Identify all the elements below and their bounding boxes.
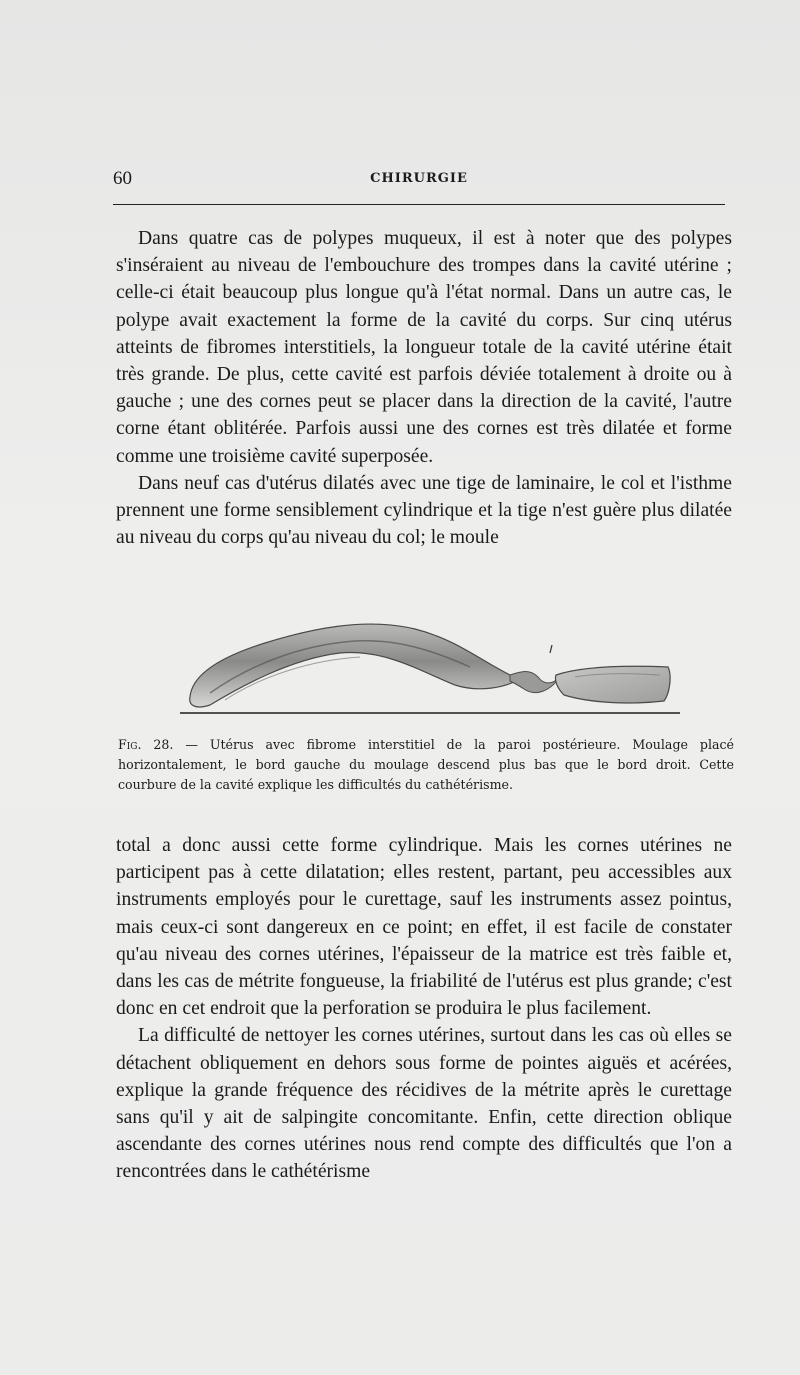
- uterus-cast-cervix: [555, 666, 670, 703]
- figure-caption-text: — Utérus avec fibrome interstitiel de la paroi postérieure. Moulage placé horizontalement, le bord gauche du moulage descend plus bas que le bord droit. Cette courbure de la cavité explique les difficultés du cathétérisme.: [118, 737, 734, 792]
- uterus-cast-neck: [510, 672, 560, 693]
- uterus-cast-body: [190, 624, 518, 707]
- figure-28-illustration: [180, 605, 680, 720]
- page-header: [113, 168, 725, 198]
- text-block-bottom: [116, 832, 732, 1186]
- page-number: 60: [113, 168, 132, 189]
- running-title: CHIRURGIE: [370, 171, 468, 186]
- paragraph: total a donc aussi cette forme cylindrique. Mais les cornes utérines ne participent pas à cette dilatation; elles restent, partant, peu accessibles aux instruments employés pour le curettage, sauf les instruments assez pointus, mais ceux-ci sont dangereux en ce point; en effet, il est facile de constater qu'au niveau des cornes utérines, l'épaisseur de la matrice est très faible et, dans les cas de métrite fongueuse, la friabilité de l'utérus est plus grande; c'est donc en cet endroit que la perforation se produira le plus facilement.: [116, 835, 732, 1020]
- paragraph: Dans neuf cas d'utérus dilatés avec une tige de laminaire, le col et l'isthme prennent une forme sensiblement cylindrique et la tige n'est guère plus dilatée au niveau du corps qu'au niveau du col; le moule: [116, 472, 732, 549]
- paragraph: La difficulté de nettoyer les cornes utérines, surtout dans les cas où elles se détachent obliquement en dehors sous forme de pointes aiguës et acérées, explique la grande fréquence des récidives de la métrite après le curettage sans qu'il y ait de salpingite concomitante. Enfin, cette direction oblique ascendante des cornes utérines nous rend compte des difficultés que l'on a rencontrées dans le cathétérisme: [116, 1025, 732, 1183]
- figure-caption: [118, 735, 734, 795]
- text-block-top: [116, 225, 732, 551]
- figure-label: Fig. 28.: [118, 737, 174, 752]
- paragraph: Dans quatre cas de polypes muqueux, il est à noter que des polypes s'inséraient au niveau de l'embouchure des trompes dans la cavité utérine ; celle-ci était beaucoup plus longue qu'à l'état normal. Dans un autre cas, le polype avait exactement la forme de la cavité du corps. Sur cinq utérus atteints de fibromes interstitiels, la longueur totale de la cavité utérine était très grande. De plus, cette cavité est parfois déviée totalement à droite ou à gauche ; une des cornes peut se placer dans la direction de la cavité, l'autre corne étant oblitérée. Parfois aussi une des cornes est très dilatée et forme comme une troisième cavité superposée.: [116, 228, 732, 467]
- header-rule: [113, 204, 725, 205]
